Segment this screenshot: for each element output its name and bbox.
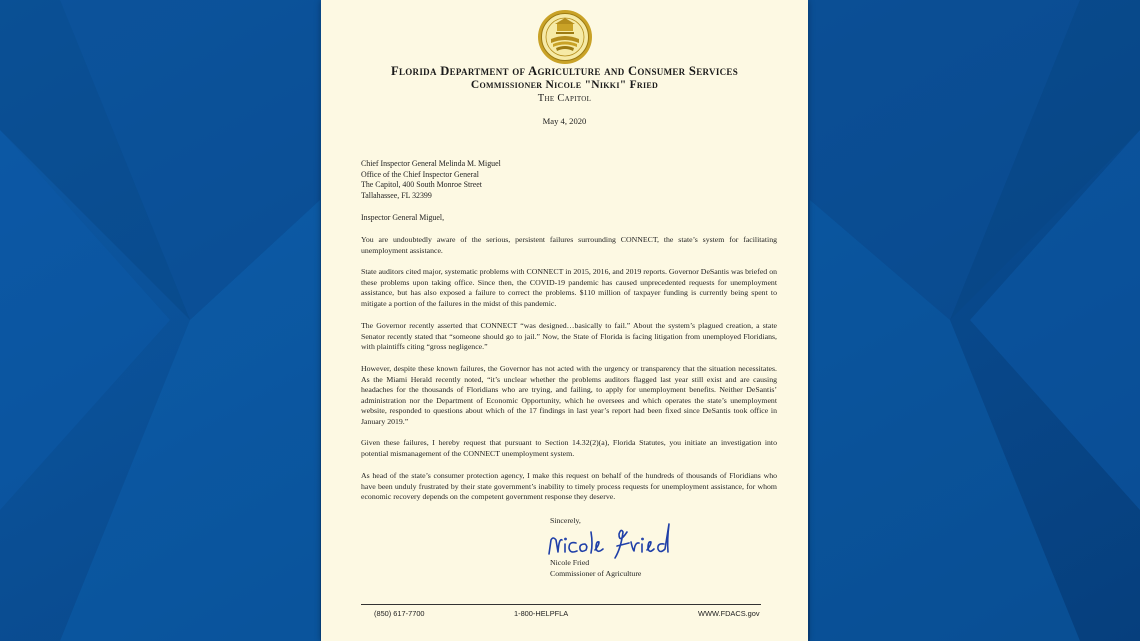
fdacs-seal-icon [537,9,593,65]
footer-website: WWW.FDACS.gov [698,609,760,618]
closing: Sincerely, [550,516,581,525]
body-paragraph: State auditors cited major, systematic problems with CONNECT in 2015, 2016, and 2019 reports. Governor DeSantis was briefed on these problems upon taking office. Since then, the COVID-19 pandemic has caused unprecedented requests for unemployment assistance, but has also exposed a failure to correct the problems. $110 million of taxpayer funding is currently being spent to mitigate a portion of the failures in the midst of this pandemic. [361,267,777,308]
recipient-street: The Capitol, 400 South Monroe Street [361,180,482,190]
recipient-name: Chief Inspector General Melinda M. Miguel [361,159,501,168]
signer-block [550,558,641,580]
footer-divider [361,604,761,605]
recipient-address [361,159,501,201]
letter-page [321,0,808,641]
recipient-office: Office of the Chief Inspector General [361,169,479,179]
body-paragraph: Given these failures, I hereby request that pursuant to Section 14.32(2)(a), Florida Statutes, you initiate an investigation into potential mismanagement of the CONNECT unemployment system. [361,438,777,458]
letter-date: May 4, 2020 [542,116,587,126]
body-paragraph: You are undoubtedly aware of the serious, persistent failures surrounding CONNECT, the state’s system for facilitating unemployment assistance. [361,235,777,255]
handwritten-signature [543,518,683,562]
letterhead-office: The Capitol [537,93,592,104]
signer-title: Commissioner of Agriculture [550,568,642,578]
recipient-city: Tallahassee, FL 32399 [361,190,432,200]
letterhead-commissioner: Commissioner Nicole "Nikki" Fried [470,79,659,91]
footer-phone: (850) 617-7700 [374,609,425,618]
signer-name: Nicole Fried [550,558,590,567]
letterhead-department: Florida Department of Agriculture and Consumer Services [390,64,739,78]
body-paragraph: However, despite these known failures, the Governor has not acted with the urgency or transparency that the situation necessitates. As the Miami Herald recently noted, “it’s unclear whether the problems auditors flagged last year still exist and are causing headaches for the thousands of Floridians who are trying, and failing, to apply for unemployment benefits. Neither DeSantis’ administration nor the Department of Economic Opportunity, which he oversees and which operates the state’s unemployment website, responded to questions about which of the 17 findings in last year’s report had been fixed since DeSantis took office in January 2019.” [361,364,777,426]
footer-hotline: 1-800-HELPFLA [514,609,569,618]
salutation: Inspector General Miguel, [361,213,445,222]
body-paragraph: As head of the state’s consumer protection agency, I make this request on behalf of the hundreds of thousands of Floridians who have been unduly frustrated by their state government’s inability to timely process requests for unemployment assistance, for whom economic recovery depends on the competent government response they deserve. [361,471,777,502]
body-paragraph: The Governor recently asserted that CONNECT “was designed…basically to fail.” About the system’s plagued creation, a state Senator recently stated that “someone should go to jail.” Now, the State of Florida is facing litigation from unemployed Floridians, with plaintiffs citing “gross negligence.” [361,321,777,352]
